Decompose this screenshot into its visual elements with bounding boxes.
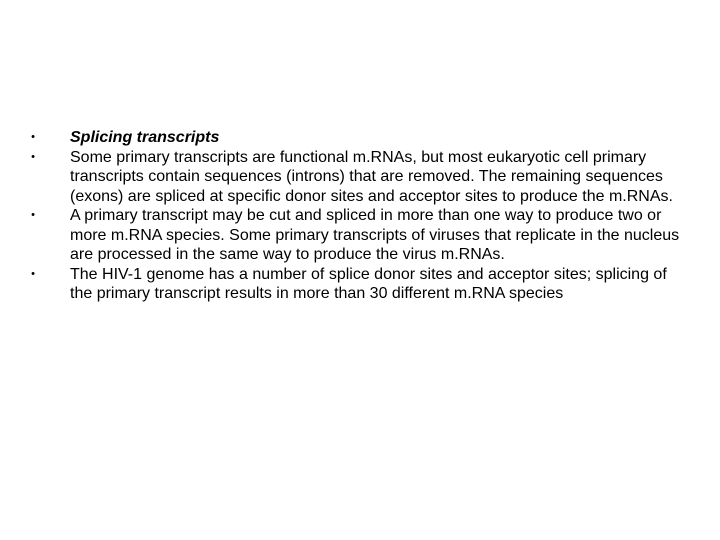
section-heading: Splicing transcripts — [70, 129, 220, 146]
bullet-marker: • — [31, 209, 35, 221]
bullet-marker: • — [31, 131, 35, 143]
bullet-item-alternative-splicing — [28, 206, 688, 265]
bullet-text: The HIV-1 genome has a number of splice donor sites and acceptor sites; splicing of the primary transcript results in more than 30 different m.RNA species — [70, 265, 667, 302]
bullet-item-heading — [28, 128, 688, 148]
bullet-marker: • — [31, 267, 35, 280]
bullet-item-hiv-genome — [28, 265, 688, 304]
bullet-text: A primary transcript may be cut and spliced in more than one way to produce two or more m.RNA species. Some primary transcripts of viruses that replicate in the nucleus are processed in the same way to produce the virus m.RNAs. — [70, 207, 680, 263]
bullet-item-primary-transcripts — [28, 148, 688, 207]
bullet-list — [28, 128, 688, 304]
bullet-marker: • — [31, 150, 35, 163]
bullet-text: Some primary transcripts are functional m.RNAs, but most eukaryotic cell primary transcripts contain sequences (introns) that are removed. The remaining sequences (exons) are spliced at specific donor sites and acceptor sites to produce the m.RNAs. — [70, 148, 673, 205]
